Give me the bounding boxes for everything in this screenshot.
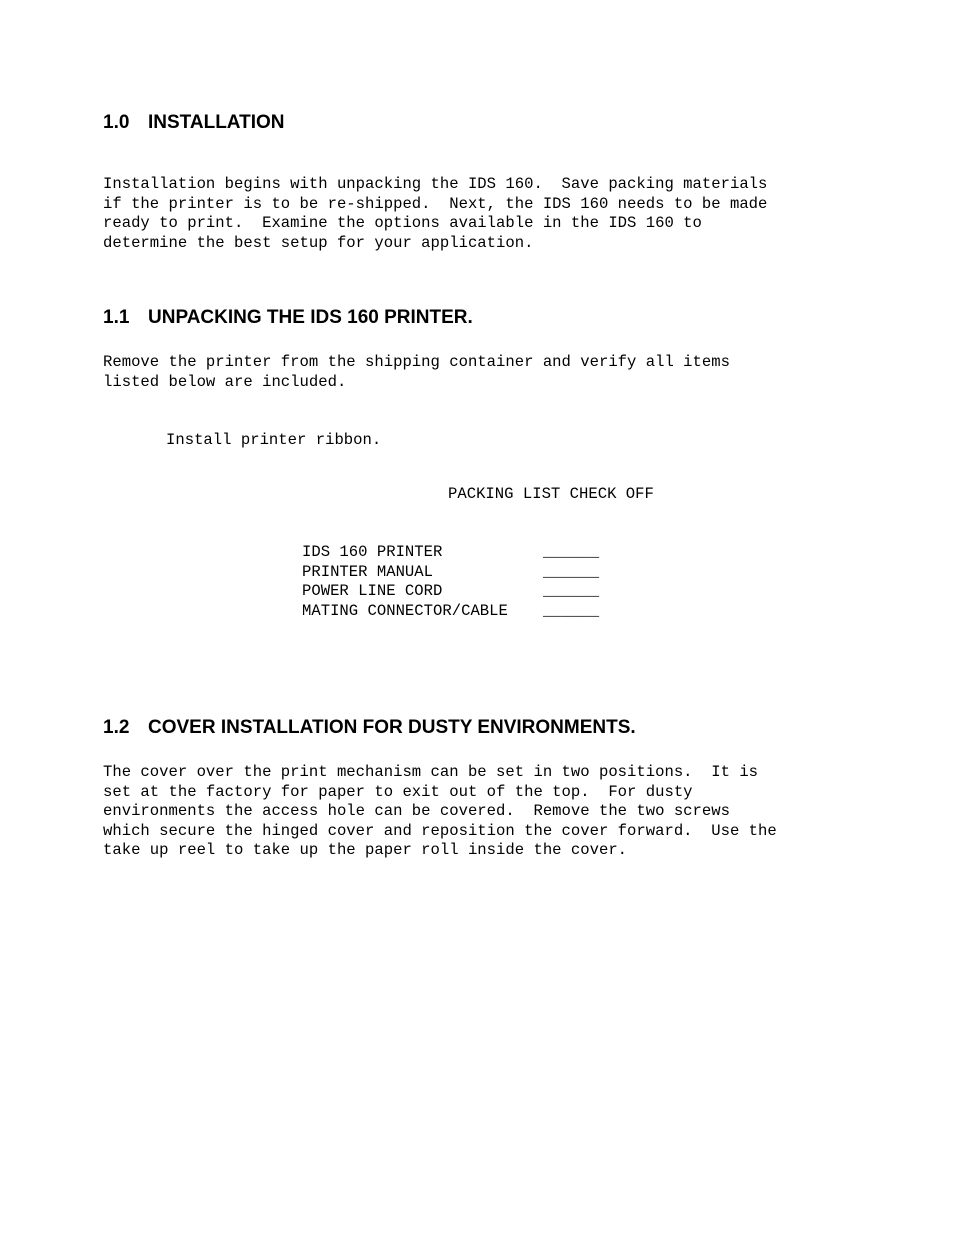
unpacking-paragraph: Remove the printer from the shipping container and verify all items listed below are included. <box>103 353 730 391</box>
checklist-item <box>302 582 599 602</box>
installation-paragraph: Installation begins with unpacking the IDS 160. Save packing materials if the printer is to be re-shipped. Next, the IDS 160 needs to be made ready to print. Examine the options available in the IDS 160 to determine the best setup for your application. <box>103 175 768 252</box>
section-number: 1.0 <box>103 112 130 133</box>
checklist-check-blank: ______ <box>543 543 600 561</box>
checklist-check-blank: ______ <box>543 582 600 601</box>
checklist-item-label: POWER LINE CORD <box>302 582 443 601</box>
section-number: 1.1 <box>103 307 130 328</box>
checklist-check-blank: ______ <box>543 562 600 581</box>
checklist-check-blank: ______ <box>543 601 600 620</box>
section-heading-unpacking <box>103 307 473 329</box>
checklist-item <box>302 602 599 622</box>
section-heading-cover <box>103 717 636 739</box>
checklist-item-label: IDS 160 PRINTER <box>302 543 443 561</box>
section-title: COVER INSTALLATION FOR DUSTY ENVIRONMENTS. <box>148 717 636 738</box>
section-number: 1.2 <box>103 717 130 738</box>
checklist-item <box>302 563 599 583</box>
checklist-item-label: MATING CONNECTOR/CABLE <box>302 601 508 620</box>
section-heading-installation <box>103 112 285 134</box>
checklist-item <box>302 543 599 563</box>
section-title: INSTALLATION <box>148 112 285 133</box>
section-title: UNPACKING THE IDS 160 PRINTER. <box>148 307 473 328</box>
checklist-item-label: PRINTER MANUAL <box>302 562 434 581</box>
packing-list-title: PACKING LIST CHECK OFF <box>448 485 654 503</box>
packing-checklist <box>302 543 599 621</box>
cover-paragraph: The cover over the print mechanism can be set in two positions. It is set at the factory for paper to exit out of the top. For dusty environments the access hole can be covered. Remove the two screws which secure the hinged cover and reposition the cover forward. Use the take up reel to take up the paper roll inside the cover. <box>103 763 777 860</box>
install-ribbon-instruction: Install printer ribbon. <box>166 431 382 449</box>
